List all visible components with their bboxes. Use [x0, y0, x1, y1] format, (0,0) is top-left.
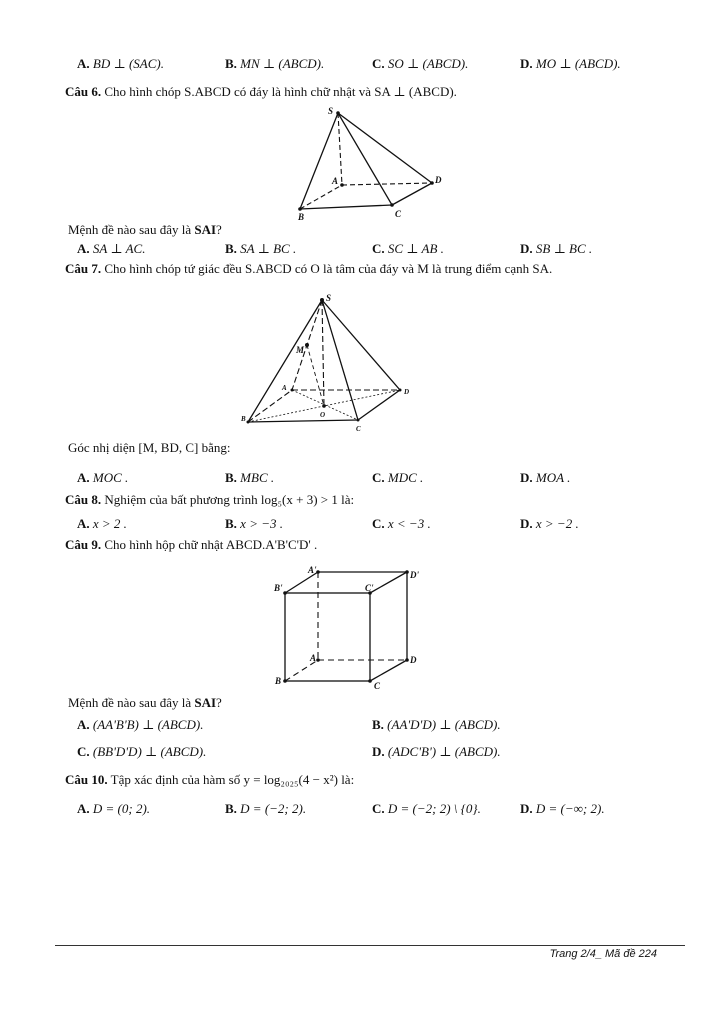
option-label: A.	[77, 56, 90, 71]
q7-prompt	[0, 439, 725, 459]
vertex-label-c: C	[395, 209, 402, 219]
option-label: A.	[77, 241, 90, 256]
vertex-label-a-prime: A'	[308, 565, 317, 575]
option-text: MN ⊥ (ABCD).	[240, 56, 325, 71]
point-label-m: M	[296, 345, 305, 355]
q6-prompt	[0, 221, 725, 241]
option-text: SA ⊥ AC.	[92, 241, 146, 256]
vertex-label-d: D	[435, 175, 442, 185]
vertex-label-c: C	[374, 681, 381, 691]
option-text: x > −3 .	[240, 516, 283, 531]
prompt-text: Góc nhị diện [M, BD, C] bằng:	[68, 440, 231, 455]
question-9	[0, 536, 725, 556]
option-label: C.	[372, 56, 385, 71]
option-text: MOA .	[535, 470, 571, 485]
option-text: SC ⊥ AB .	[387, 241, 444, 256]
vertex-label-c: C	[356, 425, 361, 433]
vertex-label-c-prime: C'	[365, 583, 374, 593]
question-number: Câu 9.	[65, 537, 102, 552]
option-label: C.	[372, 470, 385, 485]
question-7	[0, 260, 725, 280]
option-text: (AA'B'B) ⊥ (ABCD).	[92, 717, 204, 732]
q6-options	[0, 240, 725, 260]
option-text: (AA'D'D) ⊥ (ABCD).	[387, 717, 501, 732]
option-text: D = (−2; 2).	[240, 801, 307, 816]
option-label: C.	[372, 241, 385, 256]
prompt-text: Mệnh đề nào sau đây là	[68, 222, 192, 237]
option-label: B.	[225, 56, 237, 71]
q7-options	[0, 469, 725, 489]
option-label: D.	[520, 516, 533, 531]
option-label: B.	[225, 516, 237, 531]
box-figure-q9	[270, 560, 430, 690]
option-label: A.	[77, 801, 90, 816]
option-text: SA ⊥ BC .	[240, 241, 297, 256]
option-label: C.	[372, 801, 385, 816]
option-label: A.	[77, 516, 90, 531]
question-text: Cho hình hộp chữ nhật ABCD.A'B'C'D' .	[104, 537, 318, 552]
vertex-label-s: S	[328, 106, 334, 116]
option-label: C.	[77, 744, 90, 759]
option-label: C.	[372, 516, 385, 531]
q9-options-row-1	[0, 716, 725, 736]
page-footer: Trang 2/4_ Mã đề 224	[549, 948, 657, 960]
option-text: x < −3 .	[387, 516, 431, 531]
vertex-label-a: A	[310, 653, 317, 663]
pyramid-figure-q7	[240, 290, 420, 433]
question-number: Câu 6.	[65, 84, 102, 99]
option-label: B.	[225, 470, 237, 485]
vertex-label-d-prime: D'	[410, 570, 419, 580]
q5-options	[0, 55, 725, 75]
question-6	[0, 83, 725, 103]
question-8	[0, 491, 725, 511]
vertex-label-b: B	[298, 212, 305, 222]
q9-prompt	[0, 694, 725, 714]
option-label: B.	[372, 717, 384, 732]
option-label: D.	[520, 241, 533, 256]
option-text: D = (0; 2).	[92, 801, 151, 816]
footer-divider	[55, 945, 685, 946]
prompt-bold: SAI	[194, 695, 217, 710]
option-text: (ADC'B') ⊥ (ABCD).	[387, 744, 501, 759]
prompt-text: Mệnh đề nào sau đây là	[68, 695, 192, 710]
option-text: SB ⊥ BC .	[535, 241, 593, 256]
option-label: B.	[225, 241, 237, 256]
question-text: Cho hình chóp S.ABCD có đáy là hình chữ nhật và SA ⊥ (ABCD).	[104, 84, 457, 99]
option-label: A.	[77, 470, 90, 485]
q10-options	[0, 800, 725, 820]
option-text: x > 2 .	[92, 516, 127, 531]
question-text: Nghiệm của bất phương trình log₅(x + 3) > 1 là:	[104, 492, 355, 507]
q8-options	[0, 515, 725, 535]
question-number: Câu 7.	[65, 261, 102, 276]
option-text: BD ⊥ (SAC).	[92, 56, 164, 71]
option-label: A.	[77, 717, 90, 732]
vertex-label-s: S	[326, 293, 332, 303]
option-text: MO ⊥ (ABCD).	[535, 56, 621, 71]
option-text: x > −2 .	[535, 516, 579, 531]
pyramid-figure-q6	[290, 105, 450, 225]
option-label: D.	[372, 744, 385, 759]
option-text: D = (−2; 2) \ {0}.	[387, 801, 481, 816]
prompt-bold: SAI	[194, 222, 217, 237]
vertex-label-d: D	[410, 655, 417, 665]
option-label: D.	[520, 801, 533, 816]
question-text: Tập xác định của hàm số y = log₂₀₂₅(4 − x²) là:	[110, 772, 355, 787]
option-text: (BB'D'D) ⊥ (ABCD).	[92, 744, 207, 759]
option-text: MOC .	[92, 470, 129, 485]
point-label-o: O	[320, 411, 326, 419]
option-text: D = (−∞; 2).	[535, 801, 605, 816]
option-text: MBC .	[240, 470, 275, 485]
vertex-label-a: A	[282, 384, 287, 392]
option-label: B.	[225, 801, 237, 816]
option-text: SO ⊥ (ABCD).	[387, 56, 469, 71]
vertex-label-b: B	[241, 415, 246, 423]
vertex-label-b-prime: B'	[274, 583, 283, 593]
vertex-label-b: B	[275, 676, 282, 686]
option-label: D.	[520, 56, 533, 71]
question-number: Câu 8.	[65, 492, 102, 507]
prompt-end: ?	[216, 695, 222, 710]
option-text: MDC .	[387, 470, 424, 485]
prompt-end: ?	[216, 222, 222, 237]
option-label: D.	[520, 470, 533, 485]
q9-options-row-2	[0, 743, 725, 763]
vertex-label-a: A	[332, 176, 339, 186]
question-number: Câu 10.	[65, 772, 108, 787]
question-text: Cho hình chóp tứ giác đều S.ABCD có O là tâm của đáy và M là trung điểm cạnh SA.	[104, 261, 553, 276]
vertex-label-d: D	[404, 388, 410, 396]
question-10	[0, 771, 725, 791]
